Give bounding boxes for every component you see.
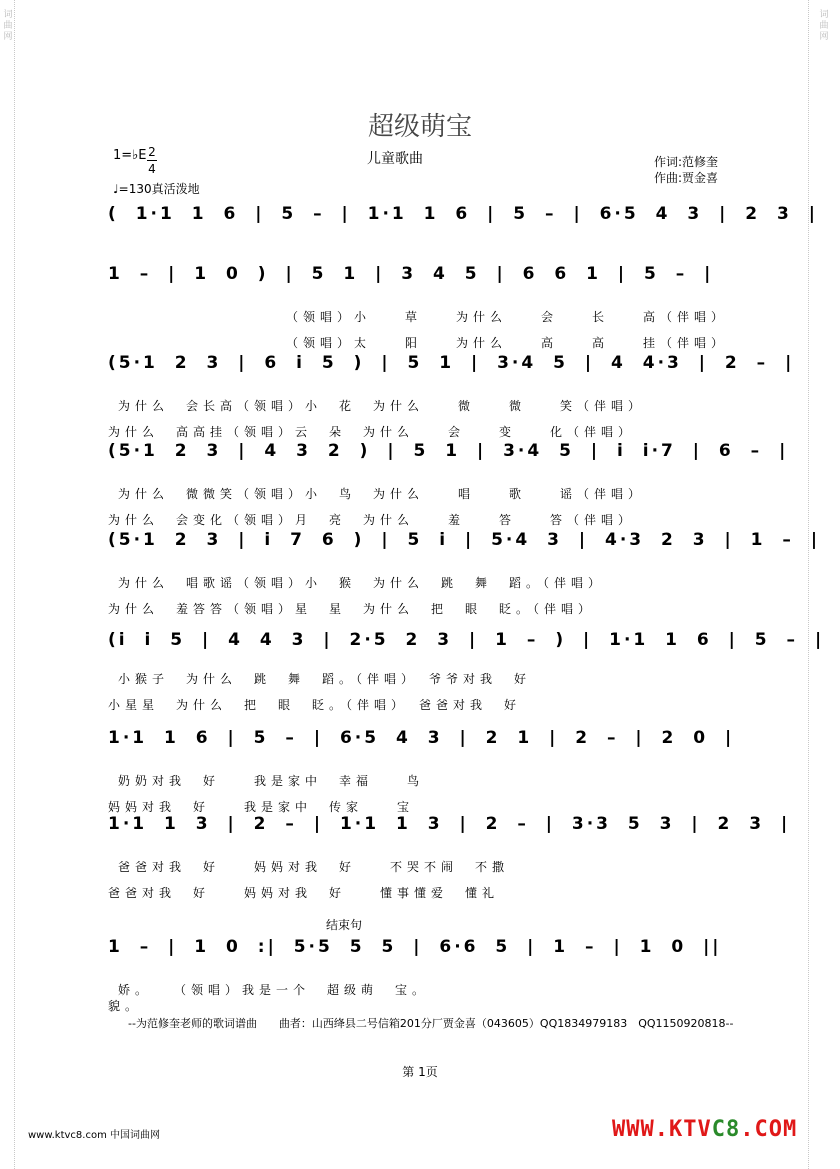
section-label: 结束句 (326, 918, 363, 932)
logo-part-c: .COM (740, 1117, 798, 1142)
time-signature (147, 144, 157, 177)
composer-credit: 作曲:贾金喜 (654, 171, 719, 185)
lyric-line-2: 小星星 为什么 把 眼 眨。（伴唱） 爸爸对我 好 (108, 698, 522, 712)
lyric-line-2: 妈妈对我 好 我是家中 传家 宝 (108, 800, 415, 814)
lyric-line-1: 为什么 微微笑（领唱）小 鸟 为什么 唱 歌 谣（伴唱） (118, 487, 646, 501)
notation-row: (5·1 2 3 | i 7 6 ) | 5 i | 5·4 3 | 4·3 2 3 | 1 – | (108, 530, 821, 550)
lyric-line-2: 为什么 高高挂（领唱）云 朵 为什么 会 变 化（伴唱） (108, 425, 636, 439)
lyric-line-1: 小猴子 为什么 跳 舞 蹈。（伴唱） 爷爷对我 好 (118, 672, 532, 686)
tempo-marking: ♩=130真活泼地 (113, 182, 200, 196)
lyricist-credit: 作词:范修奎 (654, 155, 719, 169)
key-signature: 1=♭E (113, 148, 147, 163)
lyric-line-2: 为什么 会变化（领唱）月 亮 为什么 羞 答 答（伴唱） (108, 513, 636, 527)
notation-row: ( 1·1 1 6 | 5 – | 1·1 1 6 | 5 – | 6·5 4 3 | 2 3 | (108, 204, 818, 224)
logo-part-b: C8 (711, 1117, 741, 1142)
lyric-line-1: 奶奶对我 好 我是家中 幸福 鸟 (118, 774, 425, 788)
lyric-line-1: 为什么 唱歌谣（领唱）小 猴 为什么 跳 舞 蹈。（伴唱） (118, 576, 606, 590)
left-side-watermark: 词曲网 (3, 10, 13, 42)
logo-part-a: WWW.KTV (612, 1117, 712, 1142)
notation-row: 1 – | 1 0 ) | 5 1 | 3 4 5 | 6 6 1 | 5 – | (108, 264, 714, 284)
song-title: 超级萌宝 (367, 112, 472, 142)
notation-row: (5·1 2 3 | 6 i 5 ) | 5 1 | 3·4 5 | 4 4·3 | 2 – | (108, 353, 795, 373)
lyric-line-2: 爸爸对我 好 妈妈对我 好 懂事懂爱 懂礼 (108, 886, 500, 900)
notation-row: 1·1 1 6 | 5 – | 6·5 4 3 | 2 1 | 2 – | 2 0 | (108, 728, 735, 748)
page-number: 第 1页 (402, 1065, 438, 1079)
end-note: --为范修奎老师的歌词谱曲 曲者：山西绛县二号信箱201分厂贾金喜（043605）QQ1834979183 QQ1150920818-- (128, 1017, 734, 1030)
lyric-line-1: （领唱）小 草 为什么 会 长 高（伴唱） (286, 310, 729, 324)
notation-row: 1·1 1 3 | 2 – | 1·1 1 3 | 2 – | 3·3 5 3 | 2 3 | (108, 814, 791, 834)
right-margin-strip (808, 0, 840, 1169)
footer-logo (612, 1117, 797, 1142)
lyric-line-2: （领唱）太 阳 为什么 高 高 挂（伴唱） (286, 336, 729, 350)
meter-bottom: 4 (148, 162, 156, 176)
lyric-line-1: 娇。 （领唱）我是一个 超级萌 宝。 (118, 983, 430, 997)
lyric-line-2: 为什么 羞答答（领唱）星 星 为什么 把 眼 眨。（伴唱） (108, 602, 596, 616)
lyric-line-1: 为什么 会长高（领唱）小 花 为什么 微 微 笑（伴唱） (118, 399, 646, 413)
right-side-watermark: 词曲网 (819, 10, 829, 42)
song-subtitle: 儿童歌曲 (367, 151, 423, 167)
lyric-line-1: 爸爸对我 好 妈妈对我 好 不哭不闹 不撒 (118, 860, 510, 874)
lyric-line-2: 貌。 (108, 999, 143, 1013)
footer-site-text: www.ktvc8.com 中国词曲网 (28, 1130, 161, 1141)
left-margin-strip (0, 0, 15, 1169)
meter-top: 2 (148, 145, 156, 159)
notation-row: (5·1 2 3 | 4 3 2 ) | 5 1 | 3·4 5 | i i·7 | 6 – | (108, 441, 789, 461)
notation-row: (i i 5 | 4 4 3 | 2·5 2 3 | 1 – ) | 1·1 1 6 | 5 – | (108, 630, 825, 650)
notation-row: 1 – | 1 0 :| 5·5 5 5 | 6·6 5 | 1 – | 1 0 || (108, 937, 722, 957)
